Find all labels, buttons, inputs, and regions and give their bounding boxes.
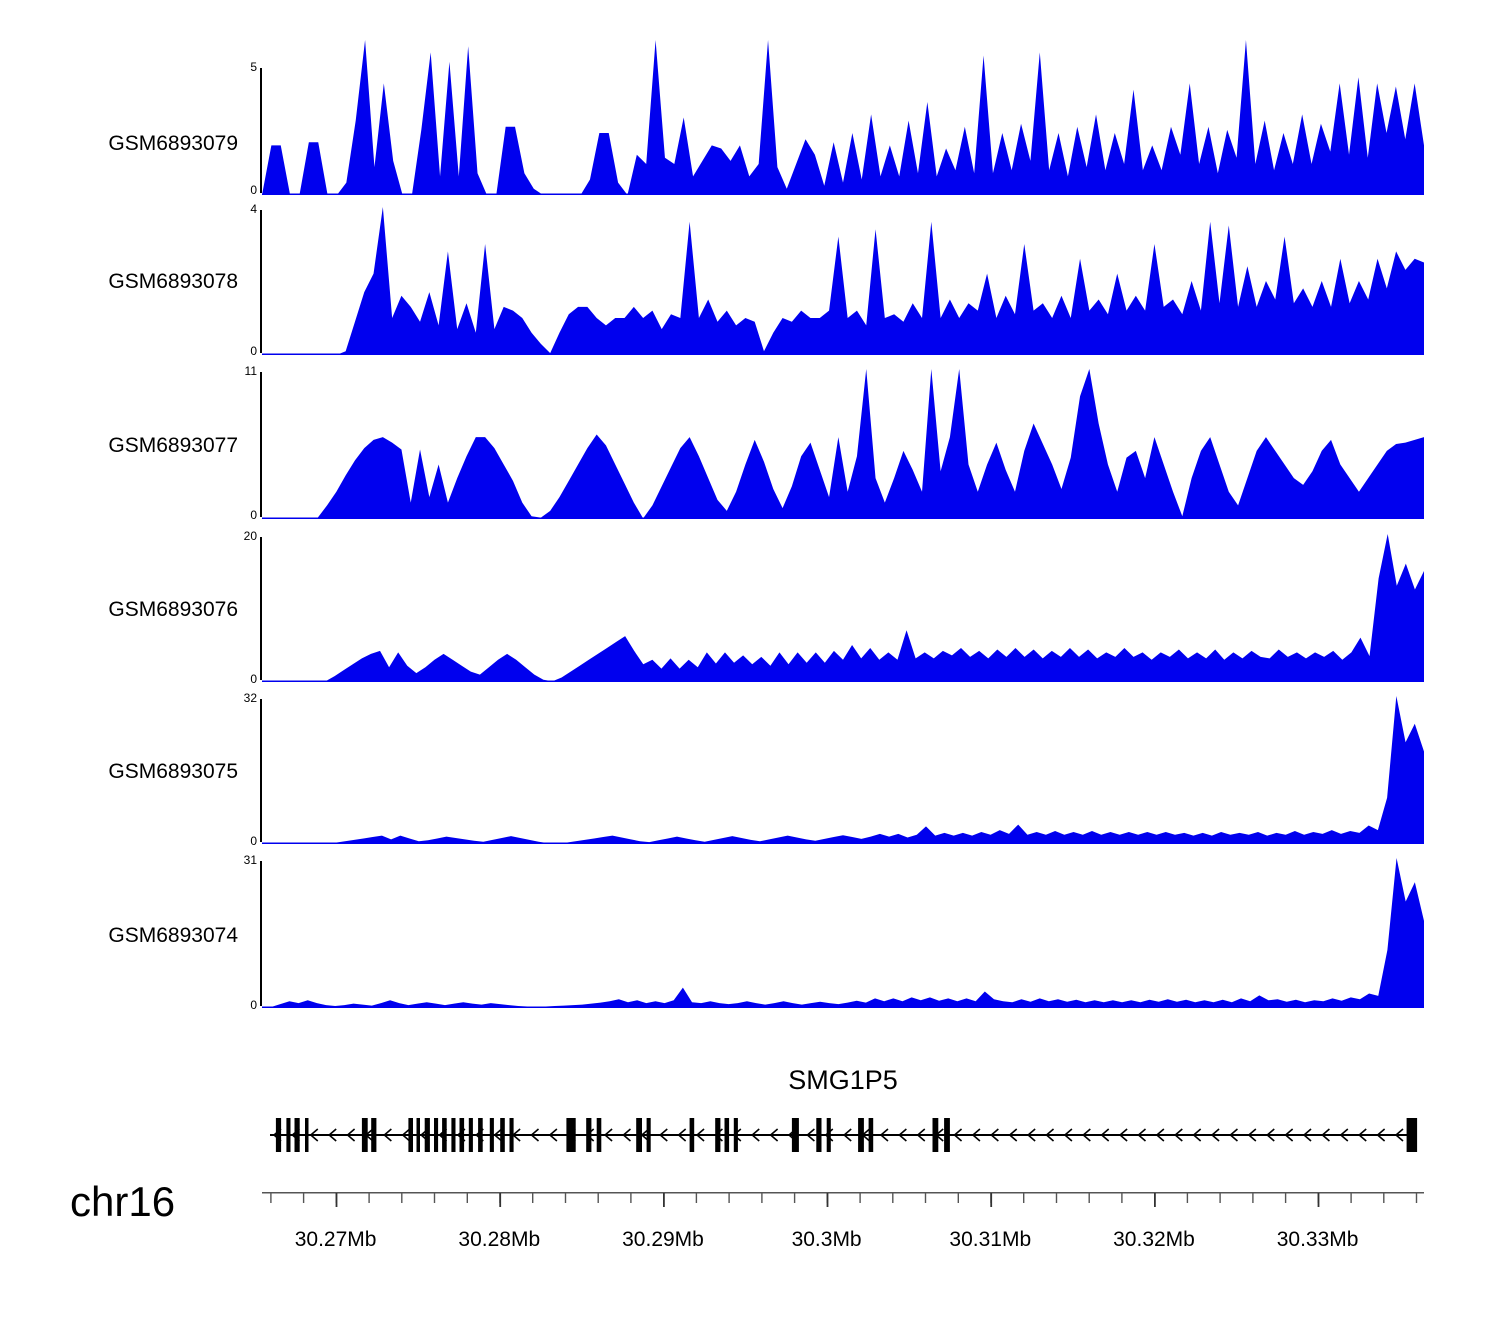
track-label: GSM6893078 (108, 270, 238, 293)
track-label: GSM6893075 (108, 760, 238, 783)
coverage-polygon-5 (262, 856, 1424, 1008)
axis-max-label: 4 (250, 202, 257, 216)
axis-min-label: 0 (250, 344, 257, 358)
track-plot-area (262, 367, 1424, 519)
coverage-polygon-1 (262, 205, 1424, 355)
genome-axis[interactable] (262, 1186, 1424, 1226)
axis-max-label: 32 (243, 691, 257, 705)
genome-axis-tick-labels (262, 1228, 1424, 1258)
axis-tick-label: 30.31Mb (949, 1228, 1032, 1251)
coverage-polygon-0 (262, 38, 1424, 195)
coverage-polygon-3 (262, 532, 1424, 682)
axis-max-label: 31 (243, 853, 257, 867)
axis-min-label: 0 (250, 183, 257, 197)
axis-tick-label: 30.33Mb (1276, 1228, 1359, 1251)
chromosome-label: chr16 (70, 1178, 176, 1225)
track-label: GSM6893076 (108, 598, 238, 621)
axis-tick-label: 30.28Mb (458, 1228, 541, 1251)
coverage-track (0, 200, 1500, 360)
coverage-track (0, 852, 1500, 1012)
gene-title: SMG1P5 (788, 1065, 898, 1095)
coverage-track (0, 30, 1500, 195)
axis-max-label: 20 (243, 529, 257, 543)
axis-tick-label: 30.27Mb (294, 1228, 377, 1251)
axis-tick-label: 30.3Mb (791, 1228, 862, 1251)
axis-min-label: 0 (250, 834, 257, 848)
track-plot-area (262, 532, 1424, 682)
track-label: GSM6893079 (108, 132, 238, 155)
axis-min-label: 0 (250, 508, 257, 522)
track-plot-area (262, 694, 1424, 844)
axis-max-label: 11 (244, 364, 257, 378)
coverage-polygon-2 (262, 367, 1424, 519)
coverage-track (0, 362, 1500, 522)
axis-min-label: 0 (250, 672, 257, 686)
coverage-track (0, 528, 1500, 688)
gene-model-svg (262, 1112, 1424, 1158)
track-plot-area (262, 856, 1424, 1008)
genome-axis-svg (262, 1186, 1424, 1216)
track-plot-area (262, 38, 1424, 195)
track-label: GSM6893077 (108, 434, 238, 457)
axis-tick-label: 30.29Mb (622, 1228, 704, 1251)
coverage-track (0, 690, 1500, 850)
coverage-polygon-4 (262, 694, 1424, 844)
track-label: GSM6893074 (108, 924, 238, 947)
axis-min-label: 0 (250, 998, 257, 1012)
axis-tick-label: 30.32Mb (1113, 1228, 1195, 1251)
gene-model[interactable] (262, 1112, 1424, 1158)
track-plot-area (262, 205, 1424, 355)
axis-max-label: 5 (250, 60, 257, 74)
